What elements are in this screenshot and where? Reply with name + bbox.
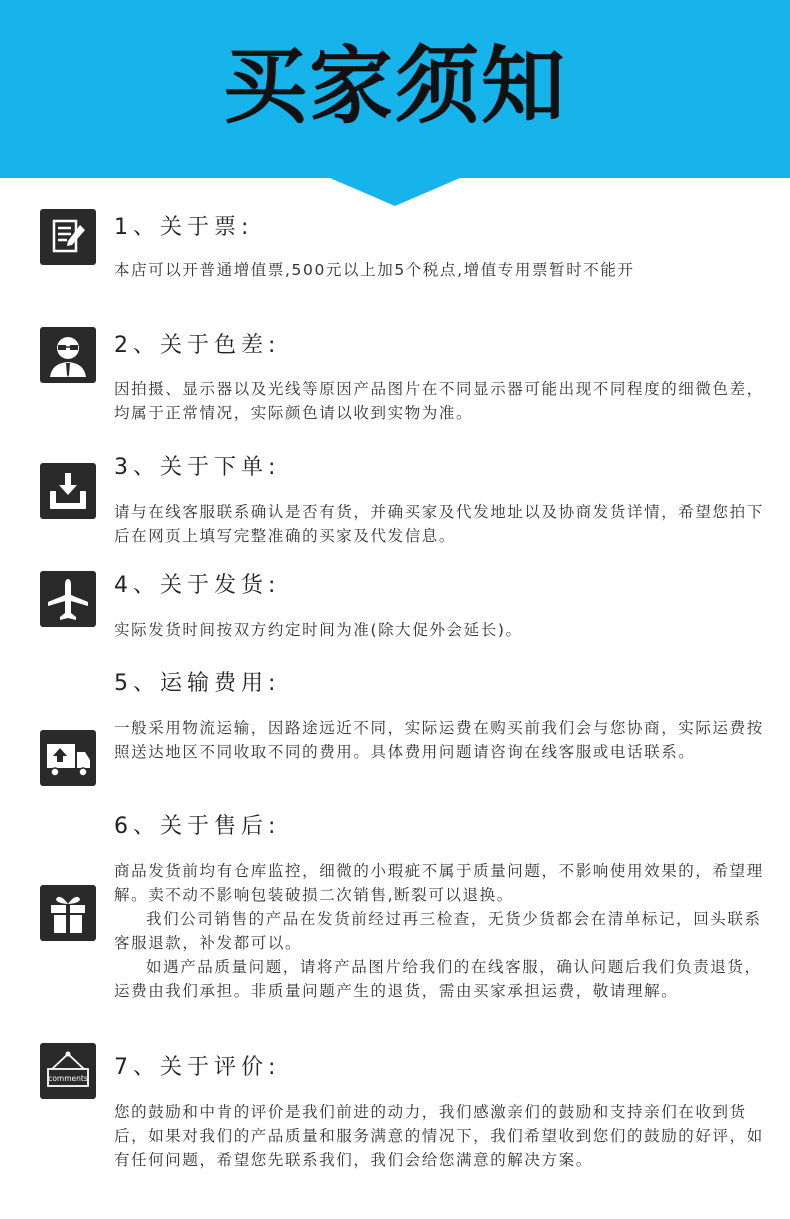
document-pen-icon [40, 209, 96, 265]
section-text-review [114, 1100, 774, 1172]
comments-sign-text: comments [48, 1074, 88, 1083]
paragraph: 商品发货前均有仓库监控，细微的小瑕疵不属于质量问题，不影响使用效果的，希望理解。卖不动不影响包装破损二次销售,断裂可以退换。 [114, 862, 764, 904]
delivery-truck-icon [40, 730, 96, 786]
page-title: 买家须知 [222, 37, 567, 135]
section-heading-freight: 5、运输费用: [114, 671, 281, 696]
paragraph: 我们公司销售的产品在发货前经过再三检查，无货少货都会在清单标记，回头联系客服退款，补发都可以。 [114, 910, 762, 952]
paragraph: 如遇产品质量问题，请将产品图片给我们的在线客服，确认问题后我们负责退货，运费由我们承担。非质量问题产生的退货，需由买家承担运费，敬请理解。 [114, 958, 762, 1000]
section-text-after-sales [114, 859, 774, 1003]
gift-box-icon [40, 885, 96, 941]
section-heading-invoice: 1、关于票: [114, 215, 254, 240]
banner-notch [330, 178, 460, 206]
section-text-order [114, 500, 774, 548]
comments-sign-icon [40, 1043, 96, 1099]
section-text-invoice [114, 258, 774, 282]
section-heading-review: 7、关于评价: [114, 1055, 281, 1080]
person-glasses-icon [40, 327, 96, 383]
paragraph: 实际发货时间按双方约定时间为准(除大促外会延长)。 [114, 621, 523, 639]
section-text-color [114, 377, 774, 425]
section-text-freight [114, 716, 774, 764]
airplane-icon [40, 571, 96, 627]
paragraph: 一般采用物流运输，因路途远近不同，实际运费在购买前我们会与您协商，实际运费按照送达地区不同收取不同的费用。具体费用问题请咨询在线客服或电话联系。 [114, 719, 764, 761]
section-text-shipping [114, 618, 774, 642]
paragraph: 您的鼓励和中肯的评价是我们前进的动力，我们感激亲们的鼓励和支持亲们在收到货后，如果对我们的产品质量和服务满意的情况下，我们希望收到您们的鼓励的好评，如有任何问题，希望您先联系我们，我们会给您满意的解决方案。 [114, 1103, 764, 1169]
paragraph: 请与在线客服联系确认是否有货，并确买家及代发地址以及协商发货详情，希望您拍下后在网页上填写完整准确的买家及代发信息。 [114, 503, 764, 545]
section-heading-color: 2、关于色差: [114, 333, 281, 358]
section-heading-shipping: 4、关于发货: [114, 573, 281, 598]
paragraph: 本店可以开普通增值票,500元以上加5个税点,增值专用票暂时不能开 [114, 261, 635, 279]
inbox-download-icon [40, 463, 96, 519]
section-heading-after-sales: 6、关于售后: [114, 814, 281, 839]
paragraph: 因拍摄、显示器以及光线等原因产品图片在不同显示器可能出现不同程度的细微色差，均属于正常情况，实际颜色请以收到实物为准。 [114, 380, 764, 422]
section-heading-order: 3、关于下单: [114, 455, 281, 480]
